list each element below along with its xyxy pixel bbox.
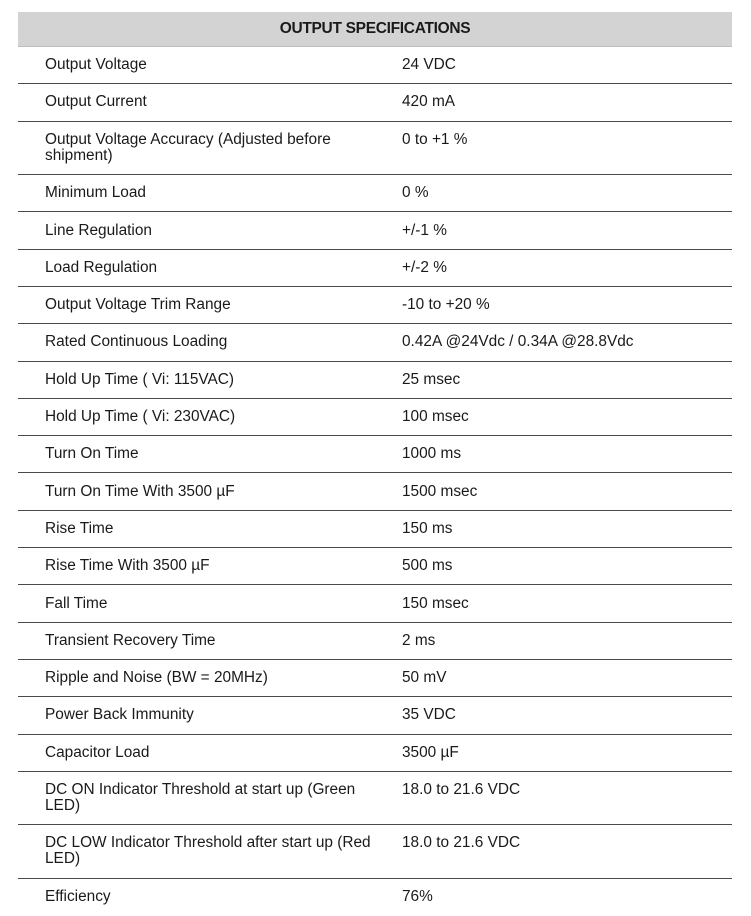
table-row [18,734,732,771]
spec-value: 100 msec [375,398,732,435]
spec-value: 35 VDC [375,697,732,734]
table-row [18,121,732,175]
table-row [18,473,732,510]
table-row [18,771,732,825]
spec-value: -10 to +20 % [375,286,732,323]
table-row [18,548,732,585]
spec-value: 1500 msec [375,473,732,510]
spec-value: 500 ms [375,548,732,585]
spec-value: 0 to +1 % [375,121,732,175]
spec-value: 0 % [375,175,732,212]
spec-label: Ripple and Noise (BW = 20MHz) [18,659,375,696]
spec-label: Power Back Immunity [18,697,375,734]
spec-value: +/-2 % [375,249,732,286]
spec-value: 50 mV [375,659,732,696]
spec-value: 25 msec [375,361,732,398]
spec-label: Rated Continuous Loading [18,324,375,361]
spec-value: 420 mA [375,84,732,121]
spec-label: Efficiency [45,888,111,906]
spec-label: Rise Time [18,510,375,547]
spec-label: Turn On Time [18,436,375,473]
spec-label: DC LOW Indicator Threshold after start up (Red LED) [18,825,375,879]
spec-label: DC ON Indicator Threshold at start up (Green LED) [18,771,375,825]
table-row [18,212,732,249]
table-row [18,659,732,696]
spec-value: 2 ms [375,622,732,659]
spec-label: Load Regulation [18,249,375,286]
spec-label: Turn On Time With 3500 µF [18,473,375,510]
spec-label: Hold Up Time ( Vi: 230VAC) [18,398,375,435]
table-row [18,361,732,398]
spec-value: +/-1 % [375,212,732,249]
spec-value: 18.0 to 21.6 VDC [375,825,732,879]
table-row [18,585,732,622]
table-row [18,398,732,435]
output-specifications-table [18,12,732,916]
table-row [18,510,732,547]
table-header-row [18,12,732,47]
table-row [18,697,732,734]
spec-value: 150 ms [375,510,732,547]
table-row [18,47,732,84]
spec-value: 0.42A @24Vdc / 0.34A @28.8Vdc [375,324,732,361]
table-row [18,825,732,879]
spec-value: 150 msec [375,585,732,622]
table-row [18,84,732,121]
table-row [18,622,732,659]
spec-label: Capacitor Load [18,734,375,771]
spec-label: Hold Up Time ( Vi: 115VAC) [18,361,375,398]
spec-label: Fall Time [18,585,375,622]
table-row [18,436,732,473]
table-row [18,878,732,915]
spec-value: 76% [402,888,433,906]
spec-label: Output Voltage Accuracy (Adjusted before shipment) [18,121,375,175]
spec-label: Output Voltage Trim Range [18,286,375,323]
table-row [18,286,732,323]
spec-label: Rise Time With 3500 µF [18,548,375,585]
table-row [18,324,732,361]
spec-label: Output Voltage [18,47,375,84]
table-title: OUTPUT SPECIFICATIONS [18,12,732,47]
table-row [18,175,732,212]
table-row [18,249,732,286]
spec-value: 18.0 to 21.6 VDC [375,771,732,825]
spec-value: 24 VDC [375,47,732,84]
spec-value: 1000 ms [375,436,732,473]
spec-value: 3500 µF [375,734,732,771]
spec-label: Transient Recovery Time [18,622,375,659]
spec-label: Minimum Load [18,175,375,212]
spec-label: Line Regulation [18,212,375,249]
spec-label: Output Current [18,84,375,121]
